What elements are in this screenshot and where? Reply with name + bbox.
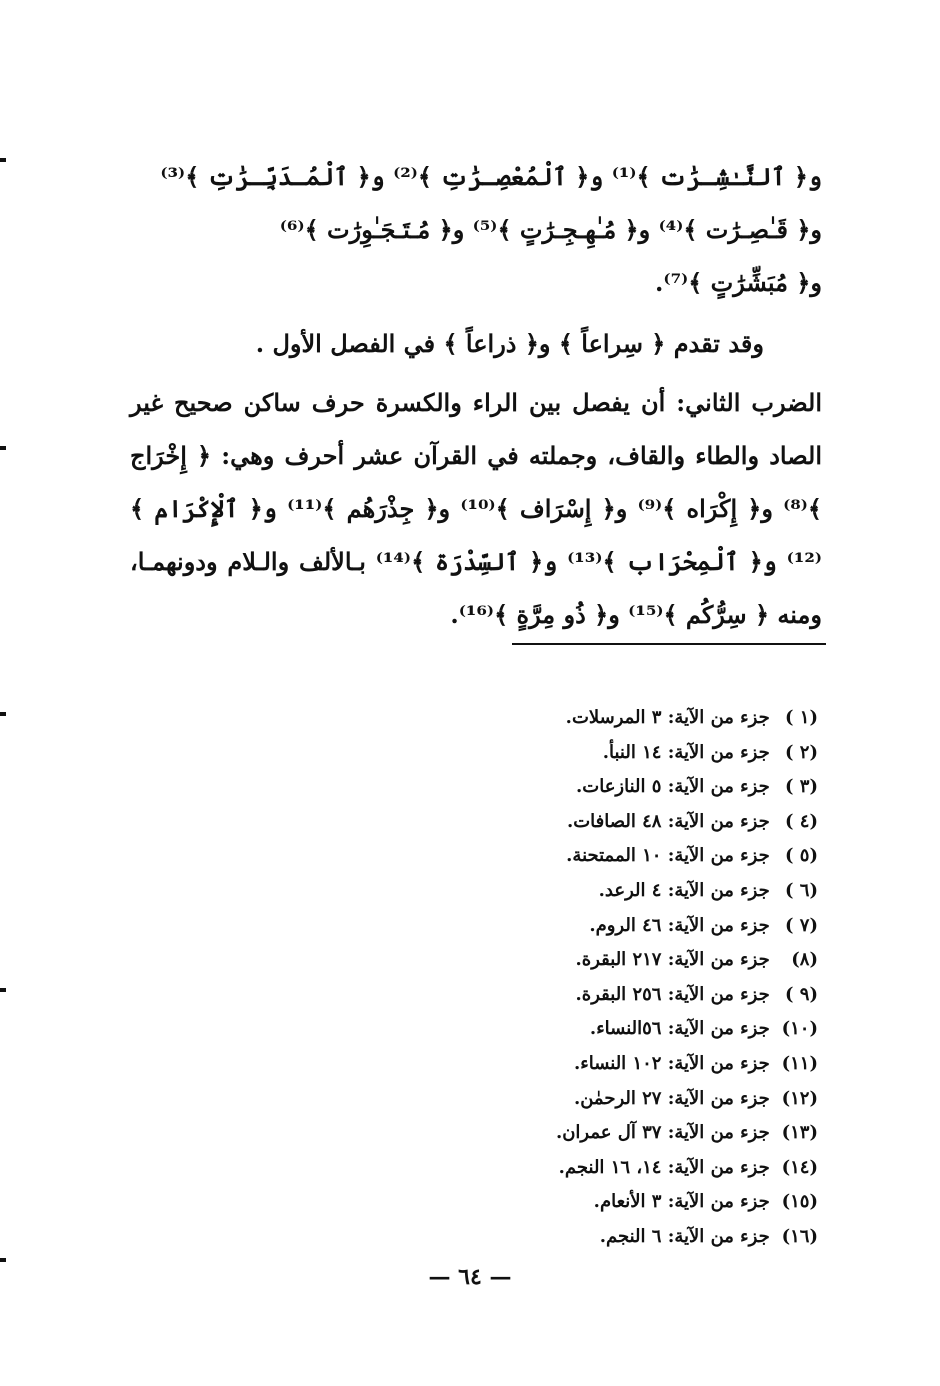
footnote-number: (٥ ): [785, 845, 818, 867]
footnote-item: [458, 1151, 818, 1186]
margin-mark: [0, 712, 6, 716]
paragraph-second-type: الضرب الثاني: أن يفصل بين الراء والكسرة حرف ساكن صحيح غير الصاد والطاء والقاف، وجملته في القرآن عشر أحرف وهي: ﴿ إِخْرَاج ﴾⁽⁸⁾ و﴿ إِكْرَاه ﴾⁽⁹⁾ و﴿ إِسْرَاف ﴾⁽¹⁰⁾ و﴿ جِذْرَهُم ﴾⁽¹¹⁾ و﴿ ٱلْإِكْرَام ﴾⁽¹²⁾ و﴿ ٱلْمِحْرَاب ﴾⁽¹³⁾ و﴿ ٱلسِّدْرَة ﴾⁽¹⁴⁾ بـالألف والـلام ودونهمـا، ومنه ﴿ سِرُّكُم ﴾⁽¹⁵⁾ و﴿ ذُو مِرَّةٍ ﴾⁽¹⁶⁾.: [130, 388, 823, 629]
footnote-text: جزء من الآية: ٤ الرعد.: [598, 879, 770, 901]
margin-mark: [0, 988, 6, 992]
footnote-text: جزء من الآية: ٣٧ آل عمران.: [555, 1122, 770, 1144]
footnote-item: [458, 736, 818, 771]
footnote-text: جزء من الآية: ٥٦النساء.: [589, 1018, 770, 1040]
footnote-text: جزء من الآية: ٤٦ الروم.: [589, 914, 770, 936]
footnote-number: (١٥): [781, 1191, 818, 1213]
footnote-number: (٩ ): [785, 983, 818, 1005]
footnote-item: [458, 978, 818, 1013]
footnote-text: جزء من الآية: ١٠٢ النساء.: [573, 1052, 770, 1074]
footnote-number: (٣ ): [785, 776, 818, 798]
footnote-text: جزء من الآية: ٢١٧ البقرة.: [575, 949, 770, 971]
footnote-text: جزء من الآية: ١٠ الممتحنة.: [566, 845, 770, 867]
footnote-number: (١١): [781, 1052, 818, 1074]
footnote-text: جزء من الآية: ٣ الأنعام.: [593, 1191, 770, 1213]
margin-mark: [0, 446, 6, 450]
footnote-item: [458, 1012, 818, 1047]
footnote-text: جزء من الآية: ٢٥٦ البقرة.: [575, 983, 770, 1005]
text-line: و﴿ مُبَشِّرَٰتٍ ﴾⁽⁷⁾.: [655, 268, 822, 297]
footnote-item: [458, 1082, 818, 1117]
footnote-number: (٧ ): [785, 914, 818, 936]
footnote-number: (١٢): [781, 1087, 818, 1109]
footnote-text: جزء من الآية: ٤٨ الصافات.: [566, 810, 770, 832]
footnote-text: جزء من الآية: ٦ النجم.: [599, 1225, 770, 1247]
footnote-item: [458, 1047, 818, 1082]
footnote-number: (١ ): [785, 707, 818, 728]
main-text: [130, 150, 822, 641]
footnote-separator: [512, 643, 826, 645]
footnote-item: [458, 1116, 818, 1151]
footnote-item: [458, 805, 818, 840]
footnote-item: [458, 909, 818, 944]
footnote-text: جزء من الآية: ٢٧ الرحمٰن.: [573, 1087, 770, 1109]
footnote-number: (١٤): [781, 1156, 818, 1178]
footnote-text: جزء من الآية: ١٤، ١٦ النجم.: [558, 1156, 770, 1178]
footnote-number: (٤ ): [785, 810, 818, 832]
page-number: — ٦٤ —: [428, 1264, 512, 1290]
margin-mark: [0, 158, 6, 162]
footnote-item: [458, 1220, 818, 1255]
footnote-number: (٨): [791, 949, 818, 971]
footnote-item: [458, 770, 818, 805]
footnote-item: [458, 943, 818, 978]
footnote-item: [458, 701, 818, 736]
footnote-number: (٦ ): [785, 879, 818, 901]
margin-mark: [0, 1258, 6, 1262]
text-line: و﴿ ٱلنَّـٰشِـرَٰت ﴾⁽¹⁾ و﴿ ٱلْمُعْصِـرَٰتِ ﴾⁽²⁾ و﴿ ٱلْمُـدَبِّـرَٰتِ ﴾⁽³⁾: [160, 162, 822, 191]
footnote-number: (١٠): [781, 1018, 818, 1040]
footnote-item: [458, 1185, 818, 1220]
footnote-item: [458, 874, 818, 909]
footnote-number: (٢ ): [785, 741, 818, 763]
footnote-number: (١٦): [781, 1225, 818, 1247]
text-line: و﴿ قَـٰصِـرَٰت ﴾⁽⁴⁾ و﴿ مُـٰهِـجِـرَٰتٍ ﴾⁽⁵⁾ و﴿ مُـتَـجَـٰوِرَٰت ﴾⁽⁶⁾: [279, 215, 822, 244]
text-line: وقد تقدم ﴿ سِراعاً ﴾ و﴿ ذراعاً ﴾ في الفصل الأول .: [255, 329, 764, 358]
footnote-text: جزء من الآية: ٣ المرسلات.: [565, 707, 770, 728]
footnote-text: جزء من الآية: ٥ النازعات.: [576, 776, 770, 798]
footnote-number: (١٣): [781, 1122, 818, 1144]
footnote-text: جزء من الآية: ١٤ النبأ.: [602, 741, 770, 763]
footnote-item: [458, 839, 818, 874]
footnotes-list: [458, 701, 818, 1255]
